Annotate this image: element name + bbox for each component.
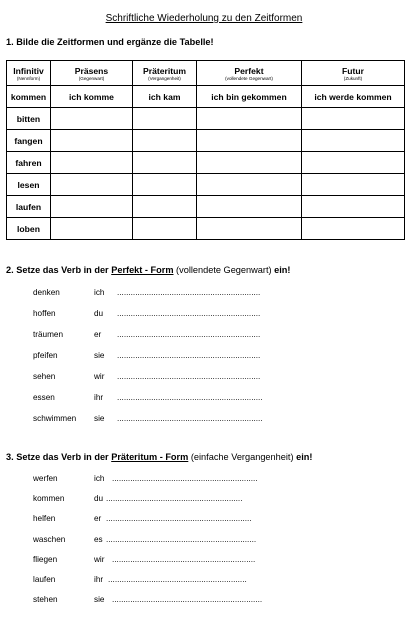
column-header-praeteritum: Präteritum (Vergangenheit) [133, 61, 197, 86]
answer-line[interactable]: .................................................................. [106, 535, 257, 544]
answer-cell[interactable] [51, 196, 133, 218]
answer-line[interactable]: .................................................................. [112, 595, 263, 604]
tense-table [6, 60, 405, 240]
column-header-perfekt: Perfekt (vollendete Gegenwart) [197, 61, 302, 86]
answer-cell[interactable] [197, 130, 302, 152]
answer-cell[interactable] [133, 196, 197, 218]
answer-cell[interactable] [302, 152, 405, 174]
verb-cell: lesen [7, 174, 51, 196]
column-header-praesens: Präsens (Gegenwart) [51, 61, 133, 86]
answer-cell[interactable] [302, 108, 405, 130]
answer-cell[interactable] [197, 218, 302, 240]
example-futur: ich werde kommen [302, 86, 405, 108]
answer-line[interactable]: ............................................................... [117, 288, 261, 297]
answer-cell[interactable] [133, 218, 197, 240]
answer-line[interactable]: ................................................................ [112, 474, 258, 483]
answer-cell[interactable] [302, 196, 405, 218]
answer-line[interactable]: ................................................................ [106, 514, 252, 523]
answer-cell[interactable] [51, 130, 133, 152]
table-row [7, 174, 405, 196]
answer-line[interactable]: ................................................................ [117, 414, 263, 423]
answer-cell[interactable] [197, 196, 302, 218]
worksheet-title: Schriftliche Wiederholung zu den Zeitformen [105, 13, 303, 24]
answer-cell[interactable] [51, 108, 133, 130]
task1-heading: 1. Bilde die Zeitformen und ergänze die Tabelle! [6, 37, 214, 47]
answer-cell[interactable] [133, 152, 197, 174]
verb-cell: fahren [7, 152, 51, 174]
answer-line[interactable]: ............................................................ [106, 494, 243, 503]
answer-cell[interactable] [51, 174, 133, 196]
answer-cell[interactable] [197, 152, 302, 174]
answer-line[interactable]: ............................................................... [117, 351, 261, 360]
answer-cell[interactable] [197, 174, 302, 196]
answer-cell[interactable] [51, 218, 133, 240]
table-row [7, 218, 405, 240]
answer-line[interactable]: ............................................................... [112, 555, 256, 564]
answer-cell[interactable] [133, 130, 197, 152]
table-row [7, 108, 405, 130]
answer-line[interactable]: ............................................................... [117, 309, 261, 318]
answer-cell[interactable] [302, 174, 405, 196]
answer-cell[interactable] [302, 218, 405, 240]
answer-cell[interactable] [197, 108, 302, 130]
task2-heading: 2. Setze das Verb in der Perfekt - Form (vollendete Gegenwart) ein! [6, 265, 291, 275]
answer-line[interactable]: ............................................................... [117, 330, 261, 339]
column-header-infinitiv: Infinitiv (Nennform) [7, 61, 51, 86]
verb-cell: laufen [7, 196, 51, 218]
task3-heading: 3. Setze das Verb in der Präteritum - Form (einfache Vergangenheit) ein! [6, 452, 313, 462]
answer-line[interactable]: ................................................................ [117, 393, 263, 402]
example-row [7, 86, 405, 108]
table-header-row [7, 61, 405, 86]
table-row [7, 196, 405, 218]
example-praeteritum: ich kam [133, 86, 197, 108]
answer-cell[interactable] [51, 152, 133, 174]
table-row [7, 130, 405, 152]
answer-cell[interactable] [133, 108, 197, 130]
verb-cell: fangen [7, 130, 51, 152]
verb-cell: loben [7, 218, 51, 240]
answer-cell[interactable] [133, 174, 197, 196]
table-row [7, 152, 405, 174]
example-praesens: ich komme [51, 86, 133, 108]
answer-line[interactable]: ............................................................. [108, 575, 247, 584]
example-perfekt: ich bin gekommen [197, 86, 302, 108]
answer-line[interactable]: ............................................................... [117, 372, 261, 381]
answer-cell[interactable] [302, 130, 405, 152]
column-header-futur: Futur (Zukunft) [302, 61, 405, 86]
verb-cell: bitten [7, 108, 51, 130]
example-infinitiv: kommen [7, 86, 51, 108]
